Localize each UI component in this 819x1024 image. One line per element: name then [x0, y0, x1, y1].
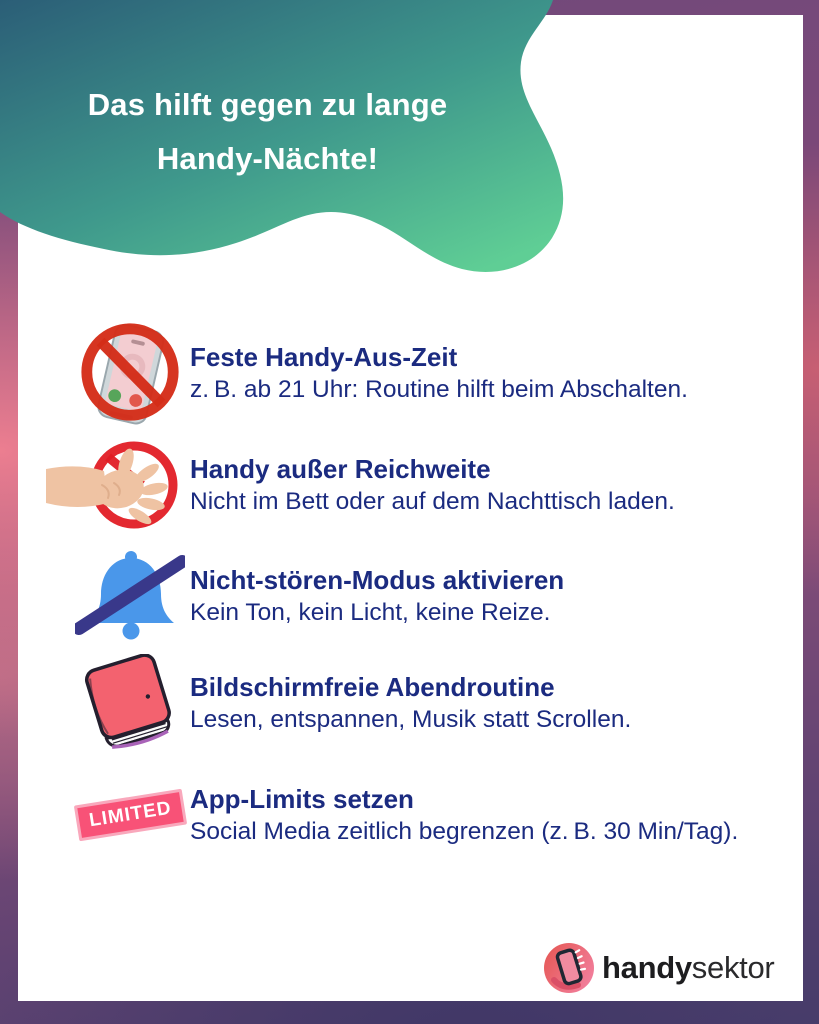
book-icon-svg — [75, 654, 185, 752]
no-phone-icon — [70, 318, 190, 428]
tip-text — [190, 340, 688, 406]
no-phone-icon-svg — [76, 319, 184, 427]
tip-description: Nicht im Bett oder auf dem Nachttisch laden. — [190, 488, 675, 515]
limited-stamp-label: LIMITED — [73, 789, 186, 842]
no-hand-icon-svg — [46, 437, 186, 533]
page-title — [45, 78, 490, 186]
tip-title: Feste Handy-Aus-Zeit — [190, 342, 458, 372]
book-icon — [70, 648, 190, 758]
tip-description: Social Media zeitlich begrenzen (z. B. 30 Min/Tag). — [190, 818, 739, 845]
limited-stamp-icon — [70, 760, 190, 870]
tip-title: Handy außer Reichweite — [190, 454, 491, 484]
brand-logo — [543, 942, 774, 994]
tip-text — [190, 670, 631, 736]
brand-word-sektor: sektor — [691, 950, 775, 985]
no-hand-icon — [70, 430, 190, 540]
tip-title: Bildschirmfreie Abendroutine — [190, 672, 555, 702]
page-title-line2: Handy-Nächte! — [156, 141, 379, 176]
tip-text — [190, 563, 564, 629]
tip-text — [190, 452, 675, 518]
tip-text — [190, 782, 738, 848]
tip-description: Lesen, entspannen, Musik statt Scrollen. — [190, 706, 632, 733]
tip-row-handy-aus-zeit — [70, 318, 790, 428]
tip-row-ausser-reichweite — [70, 430, 790, 540]
tip-title: Nicht-stören-Modus aktivieren — [190, 565, 565, 595]
tip-row-nicht-stoeren — [70, 541, 790, 651]
tip-description: z. B. ab 21 Uhr: Routine hilft beim Abschalten. — [190, 376, 688, 403]
tip-row-abendroutine — [70, 648, 790, 758]
tip-row-app-limits — [70, 760, 790, 870]
muted-bell-icon — [70, 541, 190, 651]
brand-word-handy: handy — [602, 950, 692, 985]
tip-description: Kein Ton, kein Licht, keine Reize. — [190, 599, 551, 626]
brand-wordmark — [602, 950, 774, 986]
handysektor-logo-icon — [543, 942, 595, 994]
muted-bell-icon-svg — [75, 546, 185, 646]
page-title-line1: Das hilft gegen zu lange — [87, 87, 448, 122]
tip-title: App-Limits setzen — [190, 784, 414, 814]
